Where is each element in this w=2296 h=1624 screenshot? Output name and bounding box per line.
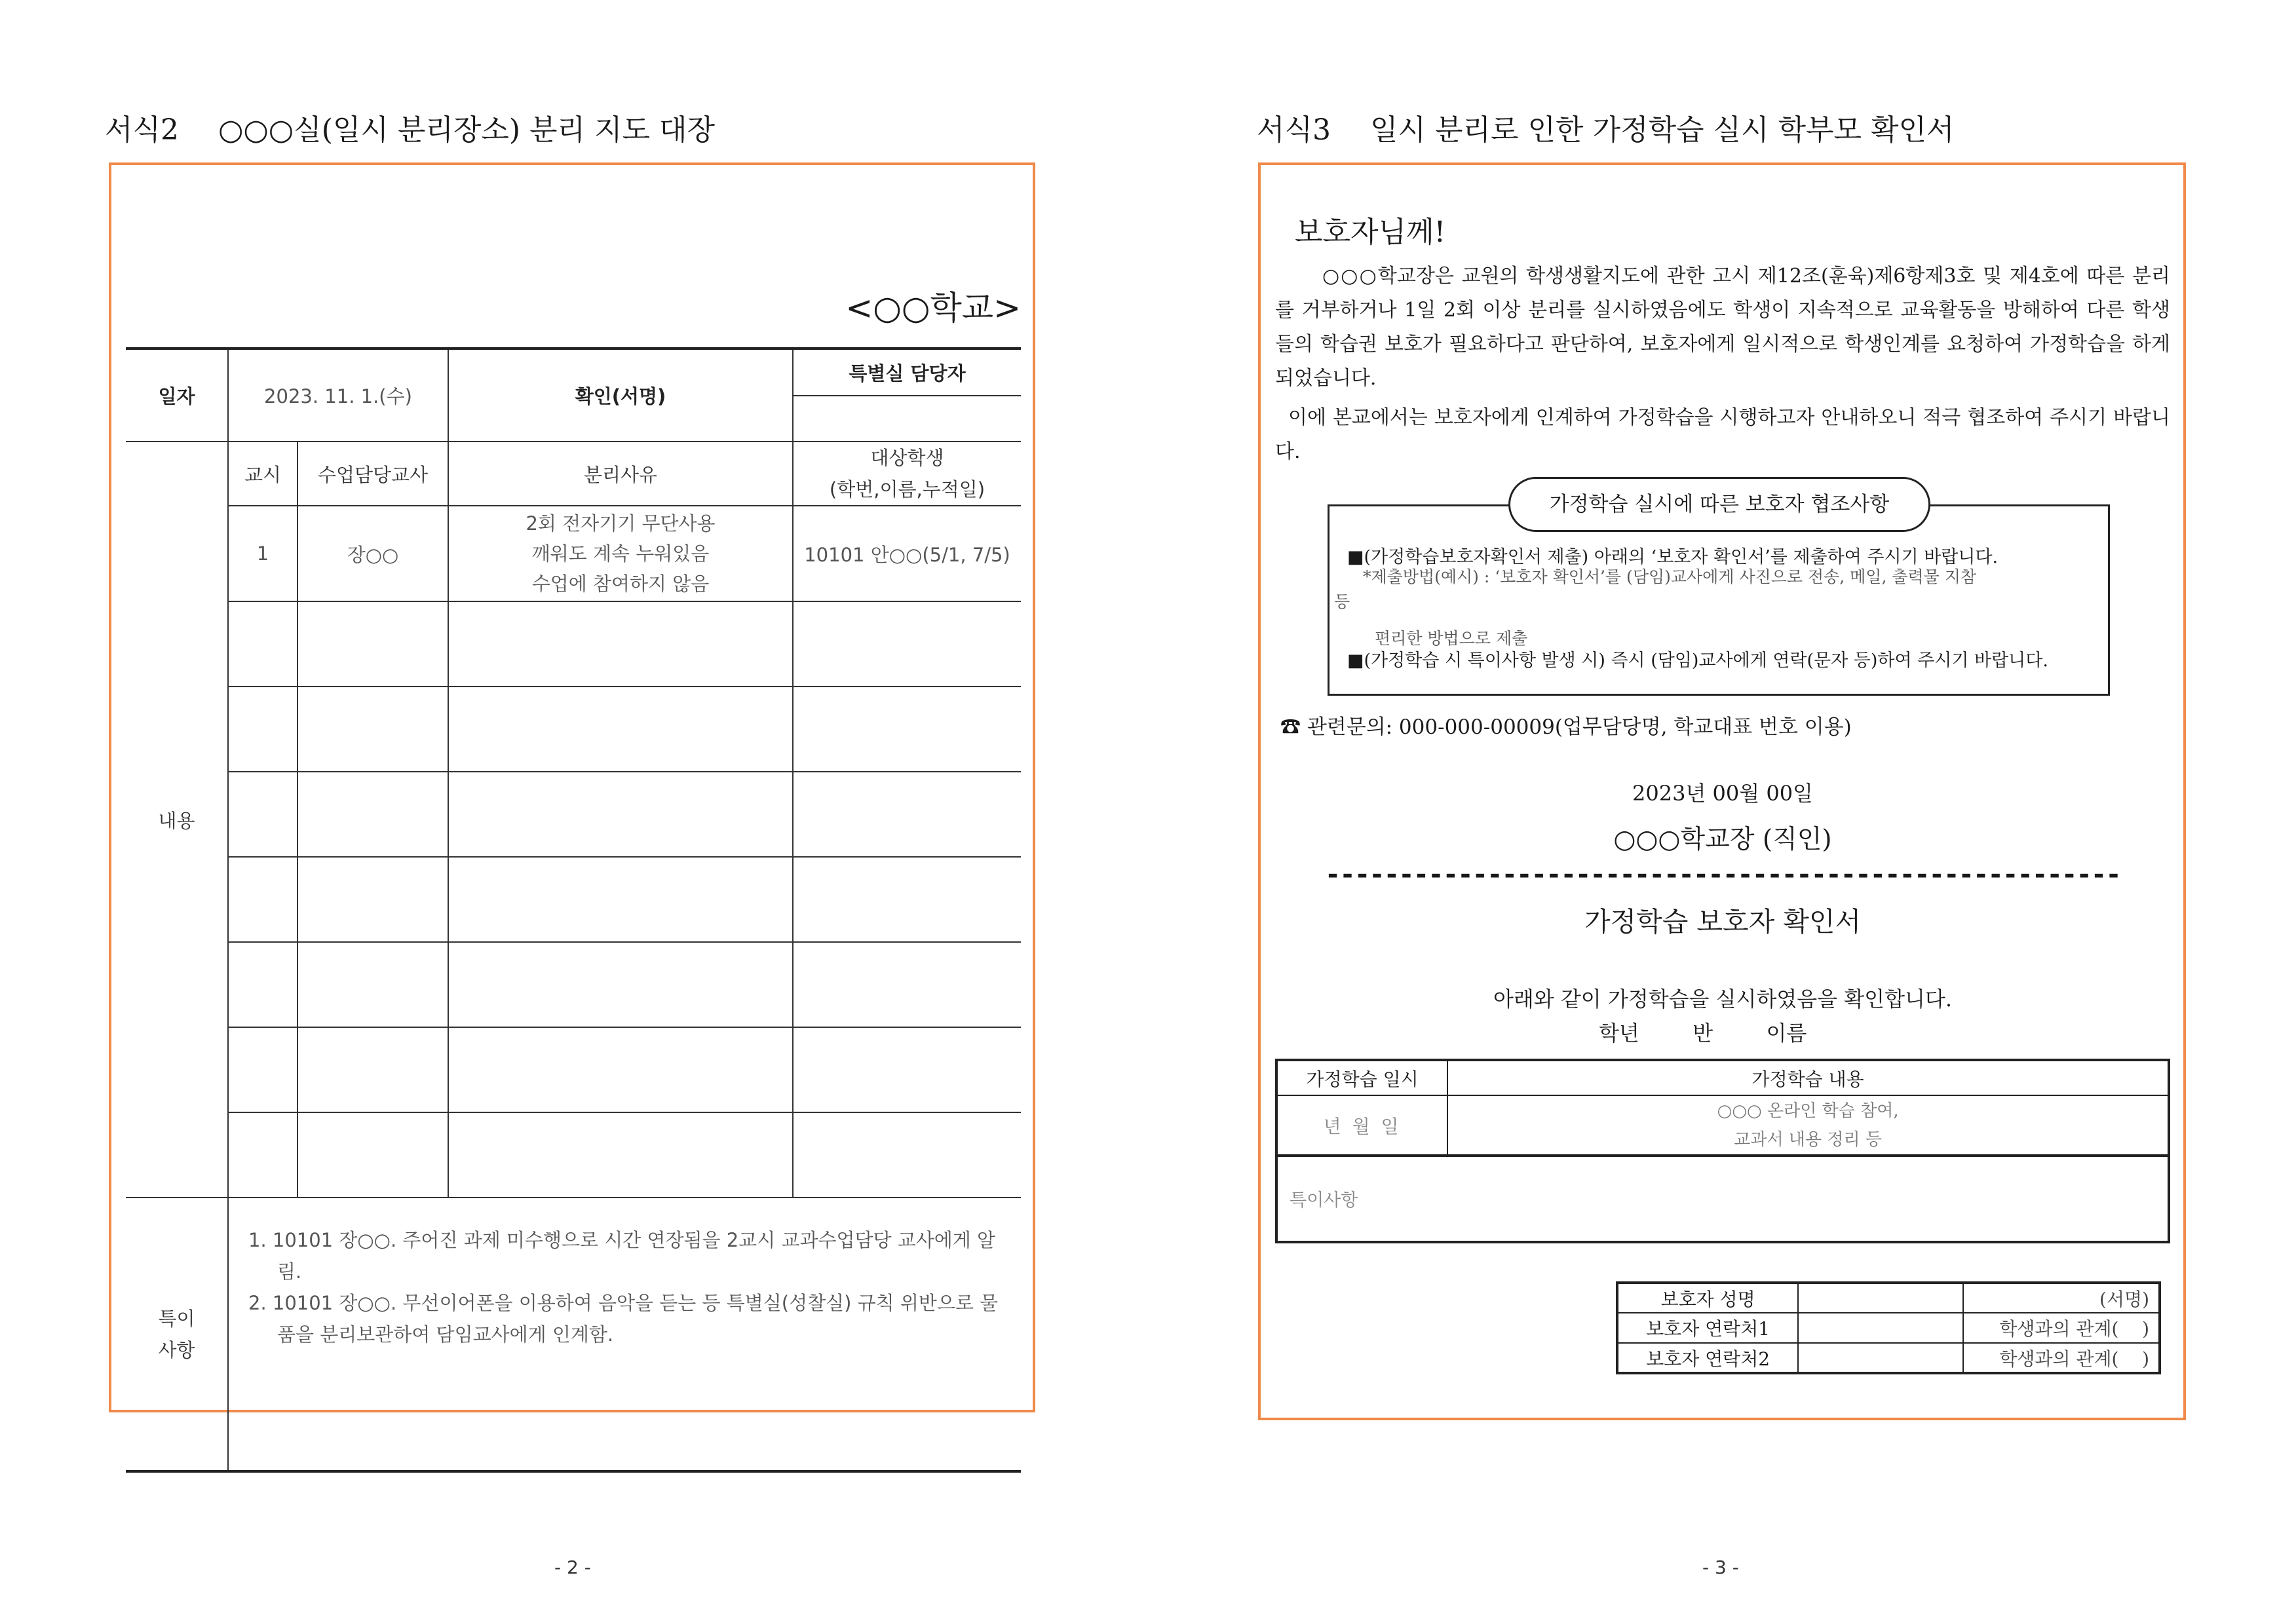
table-row [126,1027,1021,1112]
note-2: 2. 10101 장○○. 무선이어폰을 이용하여 음악을 듣는 등 특별실(성찰실) 규칙 위반으로 물품을 분리보관하여 담임교사에게 인계함. [248,1292,999,1346]
row1-teacher: 장○○ [297,506,448,601]
row1-period: 1 [228,506,297,601]
row1-reason-line-1: 2회 전자기기 무단사용 [526,512,716,535]
home-learning-content-input[interactable] [1447,1095,2169,1156]
guardian-contact1-relation[interactable]: 학생과의 관계( ) [1963,1313,2160,1343]
guardian-name-label: 보호자 성명 [1617,1283,1798,1313]
special-notes-field[interactable] [1276,1156,2169,1242]
right-form-title: 일시 분리로 인한 가정학습 실시 학부모 확인서 [1370,113,1955,147]
cooperation-item-1-method-cont: 등 [1334,592,1350,611]
cooperation-item-1: ■(가정학습보호자확인서 제출) 아래의 ‘보호자 확인서’를 제출하여 주시기 바랍니다. [1347,547,1999,567]
table-row [126,772,1021,857]
home-learning-table [1275,1059,2170,1243]
table-row [126,506,1021,601]
left-heading [105,106,715,148]
cooperation-item-1-method-end: 편리한 방법으로 제출 [1375,629,1528,648]
letter-paragraph-2: 이에 본교에서는 보호자에게 인계하여 가정학습을 시행하고자 안내하오니 적극 협조하여 주시기 바랍니다. [1275,406,2170,463]
col-period: 교시 [228,442,297,506]
table-row [126,687,1021,772]
table-row [126,601,1021,687]
col-target-line-1: 대상학생 [870,447,944,469]
guardian-signature-field[interactable]: (서명) [1963,1283,2160,1313]
right-heading [1257,106,1955,148]
inquiry-phone: ☎ 관련문의: 000-000-00009(업무담당명, 학교대표 번호 이용) [1280,715,1852,739]
row1-reason-line-3: 수업에 참여하지 않음 [531,573,710,595]
guardian-name-input[interactable] [1798,1283,1963,1313]
separation-ledger-table [126,347,1021,1473]
col-teacher: 수업담당교사 [297,442,448,506]
row1-target: 10101 안○○(5/1, 7/5) [793,506,1021,601]
confirm-signature-label: 확인(서명) [448,349,793,442]
grade-class-name-line: 학년 반 이름 [1599,1021,1807,1046]
left-form-number: 서식2 [105,113,180,147]
col-reason: 분리사유 [448,442,793,506]
row1-reason [448,506,793,601]
guardian-contact2-label: 보호자 연락처2 [1617,1343,1798,1373]
date-value: 2023. 11. 1.(수) [228,349,448,442]
notes-label-line-1: 특이 [158,1307,195,1330]
cooperation-item-2: ■(가정학습 시 특이사항 발생 시) 즉시 (담임)교사에게 연락(문자 등)하여 주시기 바랍니다. [1347,651,2048,671]
guardian-contact2-input[interactable] [1798,1343,1963,1373]
guardian-contact1-label: 보호자 연락처1 [1617,1313,1798,1343]
special-room-manager-signature[interactable] [793,396,1021,442]
guardian-signature-table [1616,1281,2161,1374]
notes-label [126,1198,228,1471]
col-home-learning-content: 가정학습 내용 [1447,1060,2169,1095]
cut-line: ------------------------------------------------------ [1324,859,2121,890]
col-home-learning-date: 가정학습 일시 [1276,1060,1447,1095]
confirm-title: 가정학습 보호자 확인서 [1584,906,1862,937]
col-target-student [793,442,1021,506]
col-target-line-2: (학번,이름,누적일) [829,478,985,500]
notes-content [228,1198,1021,1471]
confirm-text: 아래와 같이 가정학습을 실시하였음을 확인합니다. [1493,987,1952,1011]
letter-date: 2023년 00월 00일 [1632,781,1813,806]
table-row [126,857,1021,942]
home-learning-date-input[interactable]: 년 월 일 [1276,1095,1447,1156]
cooperation-item-1-method: *제출방법(예시) : ‘보호자 확인서’를 (담임)교사에게 사진으로 전송, 메일, 출력물 지참 [1363,567,1977,586]
note-1: 1. 10101 장○○. 주어진 과제 미수행으로 시간 연장됨을 2교시 교과수업담당 교사에게 알림. [248,1229,996,1283]
home-learning-content-line-2: 교과서 내용 정리 등 [1734,1129,1882,1150]
home-learning-content-line-1: ○○○ 온라인 학습 참여, [1717,1101,1899,1121]
table-row [126,942,1021,1027]
special-room-manager-label: 특별실 담당자 [793,349,1021,396]
school-name: <○○학교> [845,289,1021,327]
date-label: 일자 [126,349,228,442]
guardian-contact1-input[interactable] [1798,1313,1963,1343]
right-page-number: - 3 - [1702,1557,1739,1578]
guardian-contact2-relation[interactable]: 학생과의 관계( ) [1963,1343,2160,1373]
greeting: 보호자님께! [1295,216,1446,249]
principal-seal: ○○○학교장 (직인) [1613,825,1832,854]
row1-reason-line-2: 깨워도 계속 누워있음 [531,542,710,565]
content-label: 내용 [126,442,228,1198]
table-row [126,1112,1021,1198]
left-page-number: - 2 - [554,1557,591,1578]
cooperation-title: 가정학습 실시에 따른 보호자 협조사항 [1508,477,1930,532]
letter-paragraph-1: ○○○학교장은 교원의 학생생활지도에 관한 고시 제12조(훈육)제6항제3호 및 제4호에 따른 분리를 거부하거나 1일 2회 이상 분리를 실시하였음에도 학생이 지속적으로 교육활동을 방해하여 다른 학생들의 학습권 보호가 필요하다고 판단하여, 보호자에게 일시적으로 학생인계를 요청하여 가정학습을 하게 되었습니다. [1275,265,2170,390]
right-form-number: 서식3 [1257,113,1331,147]
notes-label-line-2: 사항 [158,1338,195,1361]
left-form-title: ○○○실(일시 분리장소) 분리 지도 대장 [218,113,716,147]
special-notes-label: 특이사항 [1290,1190,1358,1211]
